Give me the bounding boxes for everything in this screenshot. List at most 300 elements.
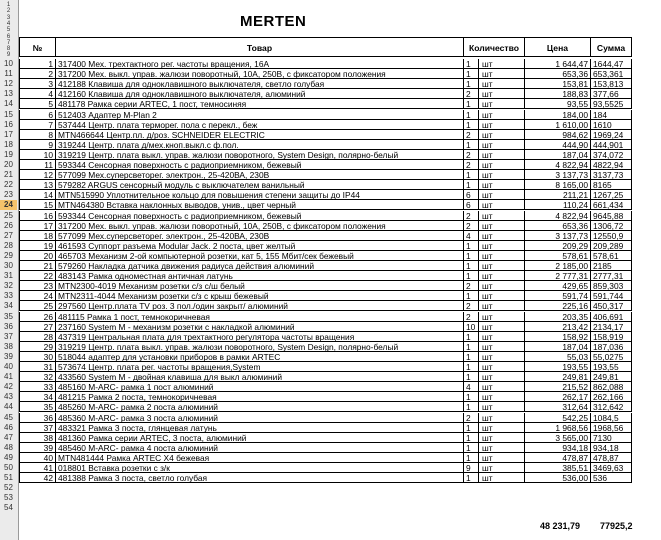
item-name[interactable]: 577099 Мех.суперсветорег. электрон., 25-420ВА, 230В bbox=[55, 231, 463, 241]
item-qty[interactable]: 2 bbox=[463, 211, 478, 221]
item-price[interactable]: 984,62 bbox=[524, 130, 590, 140]
table-row[interactable] bbox=[0, 79, 661, 89]
row-number[interactable]: 37 bbox=[4, 331, 13, 341]
item-number[interactable]: 29 bbox=[19, 342, 55, 352]
row-number[interactable]: 13 bbox=[4, 89, 13, 99]
item-number[interactable]: 6 bbox=[19, 110, 55, 120]
table-row[interactable] bbox=[0, 160, 661, 170]
item-unit[interactable]: шт bbox=[478, 362, 524, 372]
table-row[interactable] bbox=[0, 332, 661, 342]
item-qty[interactable]: 1 bbox=[463, 392, 478, 402]
item-qty[interactable]: 1 bbox=[463, 59, 478, 69]
row-number[interactable]: 29 bbox=[4, 250, 13, 260]
item-number[interactable]: 26 bbox=[19, 312, 55, 322]
item-qty[interactable]: 2 bbox=[463, 130, 478, 140]
item-price[interactable]: 188,83 bbox=[524, 89, 590, 99]
item-qty[interactable]: 1 bbox=[463, 443, 478, 453]
item-number[interactable]: 4 bbox=[19, 89, 55, 99]
item-name[interactable]: 485360 M-ARC- рамка 3 поста алюминий bbox=[55, 413, 463, 423]
item-name[interactable]: MTN466644 Центр.пл. д/роз. SCHNEIDER ELECTRIC bbox=[55, 130, 463, 140]
item-unit[interactable]: шт bbox=[478, 352, 524, 362]
item-name[interactable]: 297560 Центр.плата TV роз. 3 пол./один закрыт/ алюминий bbox=[55, 301, 463, 311]
item-name[interactable]: 579282 ARGUS сенсорный модуль с выключателем ванильный bbox=[55, 180, 463, 190]
item-number[interactable]: 38 bbox=[19, 433, 55, 443]
item-unit[interactable]: шт bbox=[478, 443, 524, 453]
item-qty[interactable]: 1 bbox=[463, 120, 478, 130]
row-number[interactable]: 25 bbox=[4, 210, 13, 220]
item-qty[interactable]: 1 bbox=[463, 433, 478, 443]
row-number[interactable]: 48 bbox=[4, 442, 13, 452]
table-row[interactable] bbox=[0, 362, 661, 372]
item-qty[interactable]: 1 bbox=[463, 140, 478, 150]
item-unit[interactable]: шт bbox=[478, 271, 524, 281]
item-sum[interactable]: 93,5525 bbox=[590, 99, 632, 109]
item-sum[interactable]: 653,361 bbox=[590, 69, 632, 79]
item-qty[interactable]: 1 bbox=[463, 362, 478, 372]
row-number[interactable]: 2 bbox=[6, 8, 11, 15]
item-qty[interactable]: 1 bbox=[463, 473, 478, 483]
row-number[interactable]: 10 bbox=[4, 59, 13, 68]
item-price[interactable]: 184,00 bbox=[524, 110, 590, 120]
table-row[interactable] bbox=[0, 190, 661, 200]
table-row[interactable] bbox=[0, 402, 661, 412]
item-price[interactable]: 1 644,47 bbox=[524, 59, 590, 69]
table-row[interactable] bbox=[0, 261, 661, 271]
item-number[interactable]: 14 bbox=[19, 190, 55, 200]
item-qty[interactable]: 1 bbox=[463, 241, 478, 251]
item-unit[interactable]: шт bbox=[478, 382, 524, 392]
item-name[interactable]: 577099 Мех.суперсветорег. электрон., 25-420ВА, 230В bbox=[55, 170, 463, 180]
item-number[interactable]: 21 bbox=[19, 261, 55, 271]
item-name[interactable]: 481215 Рамка 2 поста, темнокоричневая bbox=[55, 392, 463, 402]
item-unit[interactable]: шт bbox=[478, 150, 524, 160]
table-row[interactable] bbox=[0, 59, 661, 69]
item-price[interactable]: 215,52 bbox=[524, 382, 590, 392]
item-name[interactable]: 412160 Клавиша для одноклавишного выключателя, алюминий bbox=[55, 89, 463, 99]
item-name[interactable]: 483143 Рамка одноместная античная латунь bbox=[55, 271, 463, 281]
item-sum[interactable]: 2185 bbox=[590, 261, 632, 271]
item-price[interactable]: 249,81 bbox=[524, 372, 590, 382]
table-row[interactable] bbox=[0, 463, 661, 473]
item-sum[interactable]: 2777,31 bbox=[590, 271, 632, 281]
item-price[interactable]: 653,36 bbox=[524, 221, 590, 231]
item-price[interactable]: 8 165,00 bbox=[524, 180, 590, 190]
table-row[interactable] bbox=[0, 170, 661, 180]
row-number[interactable]: 1 bbox=[6, 2, 11, 8]
item-number[interactable]: 28 bbox=[19, 332, 55, 342]
item-name[interactable]: MTN481444 Рамка ARTEC X4 бежевая bbox=[55, 453, 463, 463]
item-unit[interactable]: шт bbox=[478, 120, 524, 130]
item-name[interactable]: 237160 System M - механизм розетки с накладкой алюминий bbox=[55, 322, 463, 332]
item-sum[interactable]: 7130 bbox=[590, 433, 632, 443]
item-unit[interactable]: шт bbox=[478, 332, 524, 342]
item-qty[interactable]: 2 bbox=[463, 312, 478, 322]
table-row[interactable] bbox=[0, 342, 661, 352]
item-sum[interactable]: 209,289 bbox=[590, 241, 632, 251]
table-row[interactable] bbox=[0, 372, 661, 382]
item-price[interactable]: 4 822,94 bbox=[524, 211, 590, 221]
item-number[interactable]: 39 bbox=[19, 443, 55, 453]
item-unit[interactable]: шт bbox=[478, 433, 524, 443]
item-unit[interactable]: шт bbox=[478, 69, 524, 79]
item-price[interactable]: 213,42 bbox=[524, 322, 590, 332]
table-row[interactable] bbox=[0, 443, 661, 453]
row-number[interactable]: 23 bbox=[4, 190, 13, 200]
item-unit[interactable]: шт bbox=[478, 200, 524, 210]
item-price[interactable]: 110,24 bbox=[524, 200, 590, 210]
item-number[interactable]: 13 bbox=[19, 180, 55, 190]
item-unit[interactable]: шт bbox=[478, 463, 524, 473]
item-unit[interactable]: шт bbox=[478, 180, 524, 190]
table-row[interactable] bbox=[0, 322, 661, 332]
table-row[interactable] bbox=[0, 110, 661, 120]
item-number[interactable]: 22 bbox=[19, 271, 55, 281]
item-sum[interactable]: 249,81 bbox=[590, 372, 632, 382]
item-unit[interactable]: шт bbox=[478, 342, 524, 352]
item-sum[interactable]: 262,166 bbox=[590, 392, 632, 402]
row-number[interactable]: 47 bbox=[4, 432, 13, 442]
item-sum[interactable]: 1267,25 bbox=[590, 190, 632, 200]
item-sum[interactable]: 859,303 bbox=[590, 281, 632, 291]
table-row[interactable] bbox=[0, 200, 661, 210]
table-row[interactable] bbox=[0, 312, 661, 322]
item-qty[interactable]: 2 bbox=[463, 221, 478, 231]
table-row[interactable] bbox=[0, 120, 661, 130]
row-number[interactable]: 8 bbox=[6, 46, 11, 53]
row-number[interactable]: 26 bbox=[4, 220, 13, 230]
item-qty[interactable]: 1 bbox=[463, 99, 478, 109]
item-price[interactable]: 429,65 bbox=[524, 281, 590, 291]
item-price[interactable]: 385,51 bbox=[524, 463, 590, 473]
item-name[interactable]: 481115 Рамка 1 пост, темнокоричневая bbox=[55, 312, 463, 322]
item-name[interactable]: 593344 Сенсорная поверхность с радиоприемником, бежевый bbox=[55, 160, 463, 170]
item-sum[interactable]: 934,18 bbox=[590, 443, 632, 453]
item-sum[interactable]: 2134,17 bbox=[590, 322, 632, 332]
item-qty[interactable]: 1 bbox=[463, 79, 478, 89]
item-name[interactable]: MTN515990 Уплотнительное кольцо для повышения степени защиты до IP44 bbox=[55, 190, 463, 200]
item-qty[interactable]: 1 bbox=[463, 372, 478, 382]
item-number[interactable]: 16 bbox=[19, 211, 55, 221]
item-number[interactable]: 25 bbox=[19, 301, 55, 311]
item-price[interactable]: 225,16 bbox=[524, 301, 590, 311]
table-row[interactable] bbox=[0, 392, 661, 402]
item-name[interactable]: 319219 Центр. плата выкл. управ. жалюзи поворотного, System Design, полярно-белый bbox=[55, 150, 463, 160]
row-number[interactable]: 51 bbox=[4, 473, 13, 483]
row-number[interactable]: 38 bbox=[4, 341, 13, 351]
item-name[interactable]: 465703 Механизм 2-ой компьютерной розетки, кат 5, 155 Мбит/сек бежевый bbox=[55, 251, 463, 261]
item-qty[interactable]: 1 bbox=[463, 332, 478, 342]
item-price[interactable]: 3 137,73 bbox=[524, 231, 590, 241]
row-number[interactable]: 33 bbox=[4, 291, 13, 301]
row-number[interactable]: 7 bbox=[6, 39, 11, 46]
item-name[interactable]: 481388 Рамка 3 поста, светло голубая bbox=[55, 473, 463, 483]
item-name[interactable]: 537444 Центр. плата термоpeг. пола с перекл., беж bbox=[55, 120, 463, 130]
item-number[interactable]: 42 bbox=[19, 473, 55, 483]
item-number[interactable]: 40 bbox=[19, 453, 55, 463]
item-name[interactable]: 317400 Мех. трехтактного рег. частоты вращения, 16А bbox=[55, 59, 463, 69]
item-price[interactable]: 187,04 bbox=[524, 150, 590, 160]
item-unit[interactable]: шт bbox=[478, 160, 524, 170]
item-sum[interactable]: 1968,56 bbox=[590, 423, 632, 433]
item-name[interactable]: 593344 Сенсорная поверхность с радиоприемником, бежевый bbox=[55, 211, 463, 221]
item-sum[interactable]: 591,744 bbox=[590, 291, 632, 301]
item-price[interactable]: 153,81 bbox=[524, 79, 590, 89]
item-price[interactable]: 4 822,94 bbox=[524, 160, 590, 170]
item-unit[interactable]: шт bbox=[478, 221, 524, 231]
row-number[interactable]: 40 bbox=[4, 362, 13, 371]
item-sum[interactable]: 3137,73 bbox=[590, 170, 632, 180]
item-unit[interactable]: шт bbox=[478, 261, 524, 271]
item-sum[interactable]: 55,0275 bbox=[590, 352, 632, 362]
item-unit[interactable]: шт bbox=[478, 423, 524, 433]
item-unit[interactable]: шт bbox=[478, 473, 524, 483]
item-price[interactable]: 93,55 bbox=[524, 99, 590, 109]
item-name[interactable]: 485160 M-ARC- рамка 1 пост алюминий bbox=[55, 382, 463, 392]
row-number[interactable]: 31 bbox=[4, 271, 13, 281]
row-number[interactable]: 35 bbox=[4, 311, 13, 321]
item-sum[interactable]: 661,434 bbox=[590, 200, 632, 210]
row-number[interactable]: 39 bbox=[4, 351, 13, 361]
item-qty[interactable]: 6 bbox=[463, 190, 478, 200]
table-row[interactable] bbox=[0, 382, 661, 392]
item-name[interactable]: 573674 Центр. плата рег. частоты вращения,System bbox=[55, 362, 463, 372]
item-number[interactable]: 31 bbox=[19, 362, 55, 372]
item-name[interactable]: 579260 Накладка датчика движения радиуса действия алюминий bbox=[55, 261, 463, 271]
table-row[interactable] bbox=[0, 453, 661, 463]
row-number[interactable]: 34 bbox=[4, 301, 13, 311]
row-number[interactable]: 36 bbox=[4, 321, 13, 331]
item-number[interactable]: 17 bbox=[19, 221, 55, 231]
item-sum[interactable]: 444,901 bbox=[590, 140, 632, 150]
item-sum[interactable]: 8165 bbox=[590, 180, 632, 190]
table-row[interactable] bbox=[0, 413, 661, 423]
row-number[interactable]: 45 bbox=[4, 412, 13, 422]
item-number[interactable]: 11 bbox=[19, 160, 55, 170]
item-price[interactable]: 478,87 bbox=[524, 453, 590, 463]
item-number[interactable]: 19 bbox=[19, 241, 55, 251]
item-sum[interactable]: 578,61 bbox=[590, 251, 632, 261]
row-number[interactable]: 42 bbox=[4, 382, 13, 392]
table-row[interactable] bbox=[0, 140, 661, 150]
row-number[interactable]: 24 bbox=[0, 200, 17, 210]
item-name[interactable]: MTN2311-4044 Механизм розетки с/з с крыш бежевый bbox=[55, 291, 463, 301]
item-name[interactable]: 317200 Мех. выкл. управ. жалюзи поворотный, 10А, 250В, с фиксатором положения bbox=[55, 69, 463, 79]
item-sum[interactable]: 478,87 bbox=[590, 453, 632, 463]
row-number[interactable]: 53 bbox=[4, 493, 13, 503]
item-price[interactable]: 3 137,73 bbox=[524, 170, 590, 180]
item-sum[interactable]: 4822,94 bbox=[590, 160, 632, 170]
row-number[interactable]: 43 bbox=[4, 392, 13, 402]
item-number[interactable]: 3 bbox=[19, 79, 55, 89]
item-number[interactable]: 30 bbox=[19, 352, 55, 362]
item-unit[interactable]: шт bbox=[478, 291, 524, 301]
item-sum[interactable]: 377,66 bbox=[590, 89, 632, 99]
table-row[interactable] bbox=[0, 271, 661, 281]
item-sum[interactable]: 862,088 bbox=[590, 382, 632, 392]
item-sum[interactable]: 187,036 bbox=[590, 342, 632, 352]
item-price[interactable]: 542,25 bbox=[524, 413, 590, 423]
row-number[interactable]: 41 bbox=[4, 372, 13, 382]
item-unit[interactable]: шт bbox=[478, 190, 524, 200]
item-sum[interactable]: 9645,88 bbox=[590, 211, 632, 221]
item-price[interactable]: 211,21 bbox=[524, 190, 590, 200]
item-number[interactable]: 18 bbox=[19, 231, 55, 241]
table-row[interactable] bbox=[0, 473, 661, 483]
table-row[interactable] bbox=[0, 150, 661, 160]
item-unit[interactable]: шт bbox=[478, 59, 524, 69]
item-sum[interactable]: 184 bbox=[590, 110, 632, 120]
item-number[interactable]: 5 bbox=[19, 99, 55, 109]
table-row[interactable] bbox=[0, 69, 661, 79]
table-row[interactable] bbox=[0, 180, 661, 190]
item-sum[interactable]: 312,642 bbox=[590, 402, 632, 412]
item-name[interactable]: 461593 Суппорт разъема Modular Jack. 2 поста, цвет желтый bbox=[55, 241, 463, 251]
row-number[interactable]: 20 bbox=[4, 160, 13, 169]
item-name[interactable]: 317200 Мех. выкл. управ. жалюзи поворотный, 10А, 250В, с фиксатором положения bbox=[55, 221, 463, 231]
item-qty[interactable]: 1 bbox=[463, 69, 478, 79]
item-unit[interactable]: шт bbox=[478, 312, 524, 322]
table-row[interactable] bbox=[0, 251, 661, 261]
item-name[interactable]: 485460 M-ARC- рамка 4 поста алюминий bbox=[55, 443, 463, 453]
table-row[interactable] bbox=[0, 89, 661, 99]
row-number[interactable]: 27 bbox=[4, 230, 13, 240]
item-sum[interactable]: 1644,47 bbox=[590, 59, 632, 69]
item-qty[interactable]: 2 bbox=[463, 301, 478, 311]
item-number[interactable]: 32 bbox=[19, 372, 55, 382]
item-qty[interactable]: 1 bbox=[463, 402, 478, 412]
item-unit[interactable]: шт bbox=[478, 392, 524, 402]
item-name[interactable]: 512403 Адаптер M-Plan 2 bbox=[55, 110, 463, 120]
row-number[interactable]: 9 bbox=[6, 52, 11, 59]
item-qty[interactable]: 9 bbox=[463, 463, 478, 473]
item-name[interactable]: MTN464380 Вставка наклонных выводов, унив., цвет черный bbox=[55, 200, 463, 210]
item-price[interactable]: 55,03 bbox=[524, 352, 590, 362]
row-number[interactable]: 6 bbox=[6, 33, 11, 40]
item-name[interactable]: 483321 Рамка 3 поста, глянцевая латунь bbox=[55, 423, 463, 433]
item-qty[interactable]: 4 bbox=[463, 231, 478, 241]
item-price[interactable]: 187,04 bbox=[524, 342, 590, 352]
item-sum[interactable]: 1610 bbox=[590, 120, 632, 130]
row-number[interactable]: 5 bbox=[6, 27, 11, 34]
item-name[interactable]: 018801 Вставка розетки с з/к bbox=[55, 463, 463, 473]
row-number[interactable]: 14 bbox=[4, 99, 13, 109]
item-number[interactable]: 10 bbox=[19, 150, 55, 160]
item-qty[interactable]: 1 bbox=[463, 110, 478, 120]
table-row[interactable] bbox=[0, 433, 661, 443]
item-number[interactable]: 8 bbox=[19, 130, 55, 140]
row-number[interactable]: 4 bbox=[6, 20, 11, 27]
item-qty[interactable]: 2 bbox=[463, 89, 478, 99]
item-qty[interactable]: 1 bbox=[463, 251, 478, 261]
item-number[interactable]: 23 bbox=[19, 281, 55, 291]
item-name[interactable]: 481178 Рамка серии ARTEC, 1 пост, темносиняя bbox=[55, 99, 463, 109]
item-number[interactable]: 1 bbox=[19, 59, 55, 69]
table-row[interactable] bbox=[0, 130, 661, 140]
item-sum[interactable]: 1969,24 bbox=[590, 130, 632, 140]
item-sum[interactable]: 12550,9 bbox=[590, 231, 632, 241]
table-row[interactable] bbox=[0, 352, 661, 362]
item-number[interactable]: 34 bbox=[19, 392, 55, 402]
item-price[interactable]: 312,64 bbox=[524, 402, 590, 412]
item-unit[interactable]: шт bbox=[478, 281, 524, 291]
row-number[interactable]: 50 bbox=[4, 463, 13, 472]
item-sum[interactable]: 536 bbox=[590, 473, 632, 483]
row-number[interactable]: 32 bbox=[4, 281, 13, 291]
item-unit[interactable]: шт bbox=[478, 140, 524, 150]
item-qty[interactable]: 6 bbox=[463, 200, 478, 210]
item-unit[interactable]: шт bbox=[478, 322, 524, 332]
item-name[interactable]: 481360 Рамка серии ARTEC, 3 поста, алюминий bbox=[55, 433, 463, 443]
row-number[interactable]: 22 bbox=[4, 180, 13, 190]
item-unit[interactable]: шт bbox=[478, 231, 524, 241]
table-row[interactable] bbox=[0, 281, 661, 291]
table-row[interactable] bbox=[0, 301, 661, 311]
item-number[interactable]: 2 bbox=[19, 69, 55, 79]
item-price[interactable]: 2 185,00 bbox=[524, 261, 590, 271]
item-name[interactable]: 485260 M-ARC- рамка 2 поста алюминий bbox=[55, 402, 463, 412]
item-unit[interactable]: шт bbox=[478, 372, 524, 382]
item-sum[interactable]: 153,813 bbox=[590, 79, 632, 89]
item-number[interactable]: 37 bbox=[19, 423, 55, 433]
item-qty[interactable]: 1 bbox=[463, 170, 478, 180]
item-unit[interactable]: шт bbox=[478, 251, 524, 261]
item-name[interactable]: 518044 адаптер для установки приборов в рамки ARTEC bbox=[55, 352, 463, 362]
row-number[interactable]: 21 bbox=[4, 170, 13, 180]
item-unit[interactable]: шт bbox=[478, 453, 524, 463]
item-price[interactable]: 2 777,31 bbox=[524, 271, 590, 281]
item-unit[interactable]: шт bbox=[478, 241, 524, 251]
item-number[interactable]: 12 bbox=[19, 170, 55, 180]
item-price[interactable]: 203,35 bbox=[524, 312, 590, 322]
item-price[interactable]: 578,61 bbox=[524, 251, 590, 261]
item-price[interactable]: 1 968,56 bbox=[524, 423, 590, 433]
item-sum[interactable]: 1306,72 bbox=[590, 221, 632, 231]
item-unit[interactable]: шт bbox=[478, 130, 524, 140]
item-qty[interactable]: 10 bbox=[463, 322, 478, 332]
item-unit[interactable]: шт bbox=[478, 89, 524, 99]
item-name[interactable]: 319219 Центр. плата выкл. управ. жалюзи поворотного, System Design, полярно-белый bbox=[55, 342, 463, 352]
row-number[interactable]: 11 bbox=[4, 69, 13, 79]
item-number[interactable]: 41 bbox=[19, 463, 55, 473]
item-number[interactable]: 24 bbox=[19, 291, 55, 301]
item-unit[interactable]: шт bbox=[478, 170, 524, 180]
item-unit[interactable]: шт bbox=[478, 413, 524, 423]
item-price[interactable]: 653,36 bbox=[524, 69, 590, 79]
item-qty[interactable]: 1 bbox=[463, 453, 478, 463]
item-qty[interactable]: 1 bbox=[463, 291, 478, 301]
row-number[interactable]: 17 bbox=[4, 129, 13, 139]
item-sum[interactable]: 158,919 bbox=[590, 332, 632, 342]
item-number[interactable]: 9 bbox=[19, 140, 55, 150]
item-number[interactable]: 7 bbox=[19, 120, 55, 130]
item-name[interactable]: 433560 System M - двойная клавиша для выкл алюминий bbox=[55, 372, 463, 382]
item-price[interactable]: 158,92 bbox=[524, 332, 590, 342]
item-qty[interactable]: 2 bbox=[463, 281, 478, 291]
item-price[interactable]: 1 610,00 bbox=[524, 120, 590, 130]
item-price[interactable]: 3 565,00 bbox=[524, 433, 590, 443]
table-row[interactable] bbox=[0, 221, 661, 231]
row-number[interactable]: 18 bbox=[4, 139, 13, 149]
row-number[interactable]: 54 bbox=[4, 503, 13, 513]
item-qty[interactable]: 1 bbox=[463, 352, 478, 362]
item-number[interactable]: 20 bbox=[19, 251, 55, 261]
item-sum[interactable]: 193,55 bbox=[590, 362, 632, 372]
row-number[interactable]: 52 bbox=[4, 483, 13, 493]
item-qty[interactable]: 2 bbox=[463, 150, 478, 160]
table-row[interactable] bbox=[0, 99, 661, 109]
item-price[interactable]: 444,90 bbox=[524, 140, 590, 150]
table-row[interactable] bbox=[0, 231, 661, 241]
